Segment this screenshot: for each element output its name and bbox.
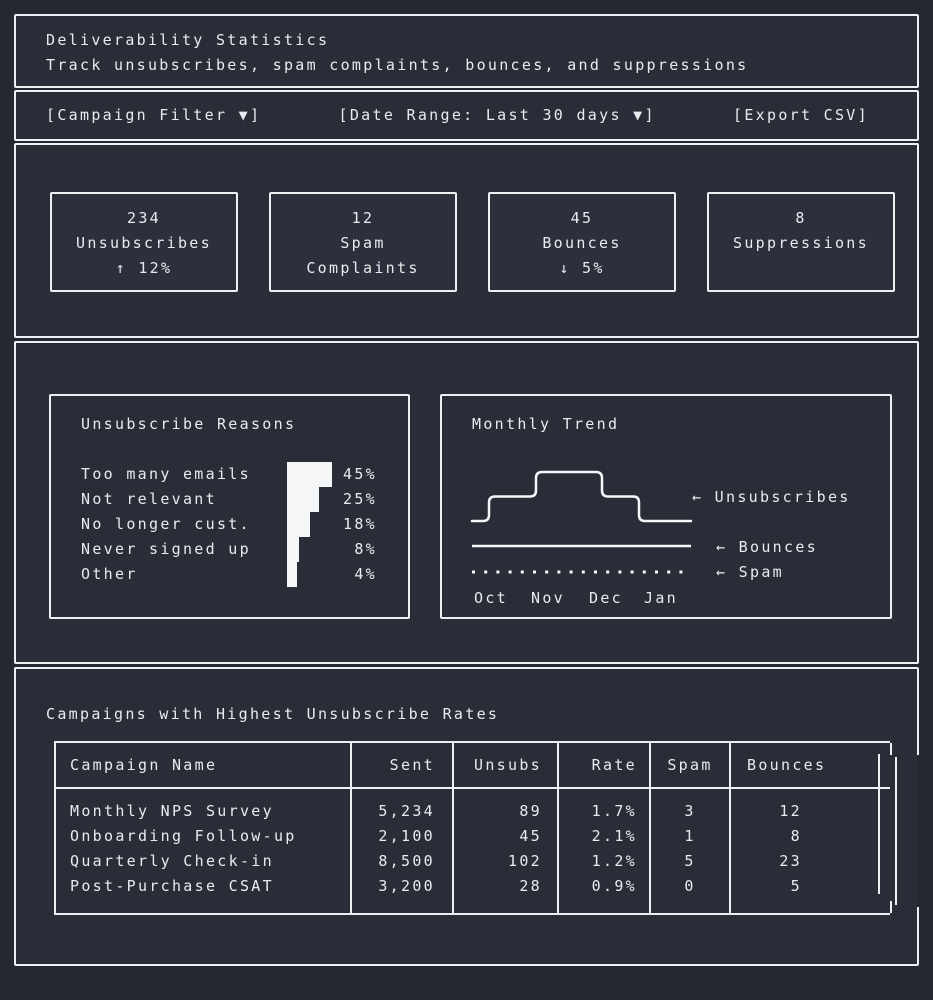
bounces-cell: 8 (790, 827, 802, 845)
column-header-rate: Rate (559, 743, 651, 789)
column-spam (651, 789, 731, 913)
rate-cell: 0.9% (591, 877, 637, 895)
axis-month-oct: Oct (474, 589, 508, 607)
reason-label: No longer cust. (81, 515, 251, 533)
reasons-title: Unsubscribe Reasons (81, 415, 297, 433)
reason-bar (287, 462, 332, 487)
campaign-name-cell: Quarterly Check-in (70, 852, 274, 870)
table-right-border (878, 754, 880, 894)
rate-cell: 1.7% (591, 802, 637, 820)
legend-bounces: ← Bounces (716, 538, 818, 556)
stat-delta: ↓ 5% (559, 259, 605, 277)
stat-label: Bounces (542, 234, 622, 252)
stat-value: 45 (570, 209, 594, 227)
column-bounces (731, 789, 890, 913)
unsubs-cell: 102 (508, 852, 542, 870)
column-rate (559, 789, 651, 913)
reason-label: Too many emails (81, 465, 251, 483)
date-range-dropdown[interactable]: [Date Range: Last 30 days ▼] (338, 106, 656, 124)
reason-row (81, 512, 377, 537)
table-scrollbar-thumb[interactable] (895, 757, 897, 905)
legend-spam: ← Spam (716, 563, 784, 581)
column-unsubs (454, 789, 559, 913)
stat-card-spam-complaints (269, 192, 457, 292)
unsubscribe-reasons-panel (49, 394, 410, 619)
reason-percent: 18% (343, 515, 377, 533)
rate-cell: 2.1% (591, 827, 637, 845)
reason-percent: 45% (343, 465, 377, 483)
stat-card-unsubscribes (50, 192, 238, 292)
unsubs-cell: 89 (519, 802, 542, 820)
spam-cell: 5 (684, 852, 696, 870)
campaign-filter-dropdown[interactable]: [Campaign Filter ▼] (46, 106, 262, 124)
axis-month-jan: Jan (644, 589, 678, 607)
bounces-cell: 23 (779, 852, 802, 870)
reason-label: Not relevant (81, 490, 217, 508)
campaigns-section (14, 667, 919, 966)
spam-cell: 3 (684, 802, 696, 820)
unsubscribes-line (472, 472, 691, 521)
column-header-sent: Sent (352, 743, 454, 789)
stat-label: Unsubscribes (76, 234, 212, 252)
stat-label: Spam Complaints (306, 234, 420, 277)
column-header-campaign-name: Campaign Name (56, 743, 352, 789)
scrollbar-track-notch (917, 755, 919, 907)
reason-percent: 25% (343, 490, 377, 508)
campaigns-table (54, 741, 890, 915)
spam-cell: 0 (684, 877, 696, 895)
column-sent (352, 789, 454, 913)
toolbar (14, 90, 919, 141)
table-corner-leg-bottom (890, 901, 892, 913)
stat-card-suppressions (707, 192, 895, 292)
table-corner-leg-top (890, 743, 892, 755)
reason-percent: 8% (354, 540, 377, 558)
sent-cell: 8,500 (378, 852, 435, 870)
stat-value: 12 (351, 209, 375, 227)
column-campaign-name (56, 789, 352, 913)
trend-chart (454, 444, 894, 644)
reason-bar (287, 512, 310, 537)
reason-row (81, 537, 377, 562)
reason-bar (287, 487, 319, 512)
axis-month-nov: Nov (531, 589, 565, 607)
unsubs-cell: 28 (519, 877, 542, 895)
reason-label: Other (81, 565, 138, 583)
sent-cell: 5,234 (378, 802, 435, 820)
campaign-name-cell: Post-Purchase CSAT (70, 877, 274, 895)
reason-row (81, 487, 377, 512)
trend-title: Monthly Trend (472, 415, 620, 433)
reason-bar (287, 537, 299, 562)
bounces-cell: 5 (790, 877, 802, 895)
page-title: Deliverability Statistics (46, 31, 330, 49)
column-header-bounces: Bounces (731, 743, 890, 789)
campaign-name-cell: Onboarding Follow-up (70, 827, 297, 845)
axis-month-dec: Dec (589, 589, 623, 607)
reason-bar (287, 562, 297, 587)
export-csv-button[interactable]: [Export CSV] (733, 106, 869, 124)
column-header-spam: Spam (651, 743, 731, 789)
monthly-trend-panel (440, 394, 892, 619)
stat-label: Suppressions (733, 234, 869, 252)
spam-cell: 1 (684, 827, 696, 845)
bounces-cell: 12 (779, 802, 802, 820)
sent-cell: 3,200 (378, 877, 435, 895)
stat-card-bounces (488, 192, 676, 292)
sent-cell: 2,100 (378, 827, 435, 845)
legend-unsubscribes: ← Unsubscribes (692, 488, 851, 506)
reason-row (81, 562, 377, 587)
reason-percent: 4% (354, 565, 377, 583)
stat-value: 8 (795, 209, 807, 227)
stat-value: 234 (127, 209, 161, 227)
header-section (14, 14, 919, 88)
campaigns-table-title: Campaigns with Highest Unsubscribe Rates (46, 705, 500, 723)
page-subtitle: Track unsubscribes, spam complaints, bounces, and suppressions (46, 56, 749, 74)
unsubs-cell: 45 (519, 827, 542, 845)
stats-section (14, 143, 919, 338)
rate-cell: 1.2% (591, 852, 637, 870)
reason-label: Never signed up (81, 540, 251, 558)
stat-delta: ↑ 12% (115, 259, 173, 277)
reason-row (81, 462, 377, 487)
column-header-unsubs: Unsubs (454, 743, 559, 789)
campaign-name-cell: Monthly NPS Survey (70, 802, 274, 820)
charts-section (14, 341, 919, 664)
